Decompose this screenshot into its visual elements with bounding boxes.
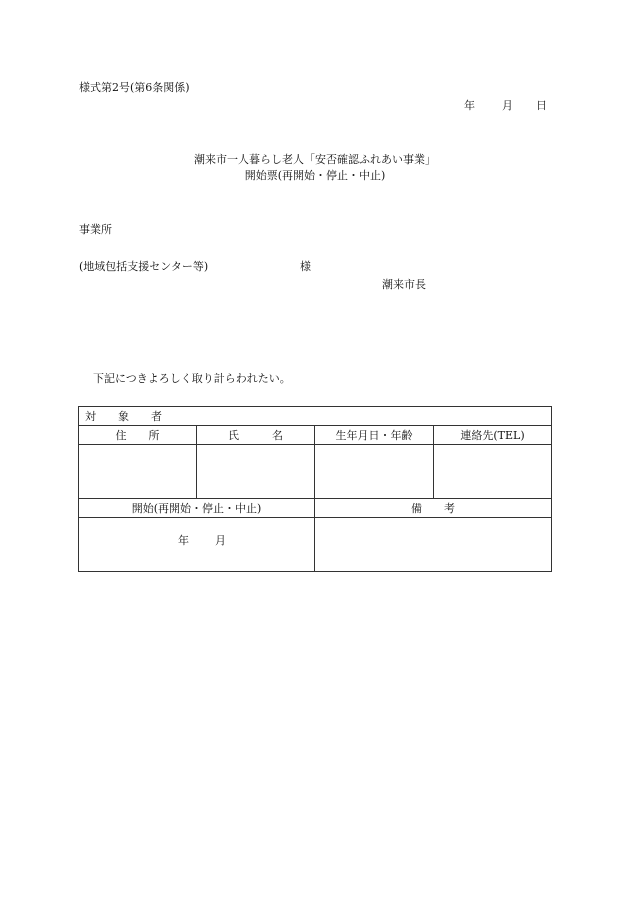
col-name-header: 氏 名 [197,426,315,445]
remarks-field[interactable] [315,518,552,572]
subject-label-cell [79,407,552,426]
title-line2: 開始票(再開始・停止・中止) [244,169,386,182]
date-year: 年 [464,99,475,112]
contact-field[interactable] [434,445,552,499]
form-number: 様式第2号(第6条関係) [79,81,190,94]
title-line1: 潮来市一人暮らし老人「安否確認ふれあい事業」 [194,153,436,166]
addressee-office: 事業所 [79,223,112,236]
subject-label: 対 象 者 [85,410,162,423]
sender-mayor: 潮来市長 [382,278,426,291]
date-day: 日 [536,99,547,112]
date-month: 月 [502,99,513,112]
start-year: 年 [178,534,189,547]
name-field[interactable] [197,445,315,499]
start-label: 開始(再開始・停止・中止) [79,499,315,518]
remarks-label: 備 考 [315,499,552,518]
birthdate-field[interactable] [315,445,434,499]
subject-table [78,406,552,572]
addressee-honorific: 様 [300,260,311,273]
col-birthdate-header: 生年月日・年齢 [315,426,434,445]
col-contact-header: 連絡先(TEL) [434,426,552,445]
intro-text: 下記につきよろしく取り計らわれたい。 [93,372,291,385]
col-address-header: 住 所 [79,426,197,445]
addressee-center: (地域包括支援センター等) [79,260,209,273]
start-date-field[interactable] [79,518,315,572]
address-field[interactable] [79,445,197,499]
start-month: 月 [215,534,226,547]
